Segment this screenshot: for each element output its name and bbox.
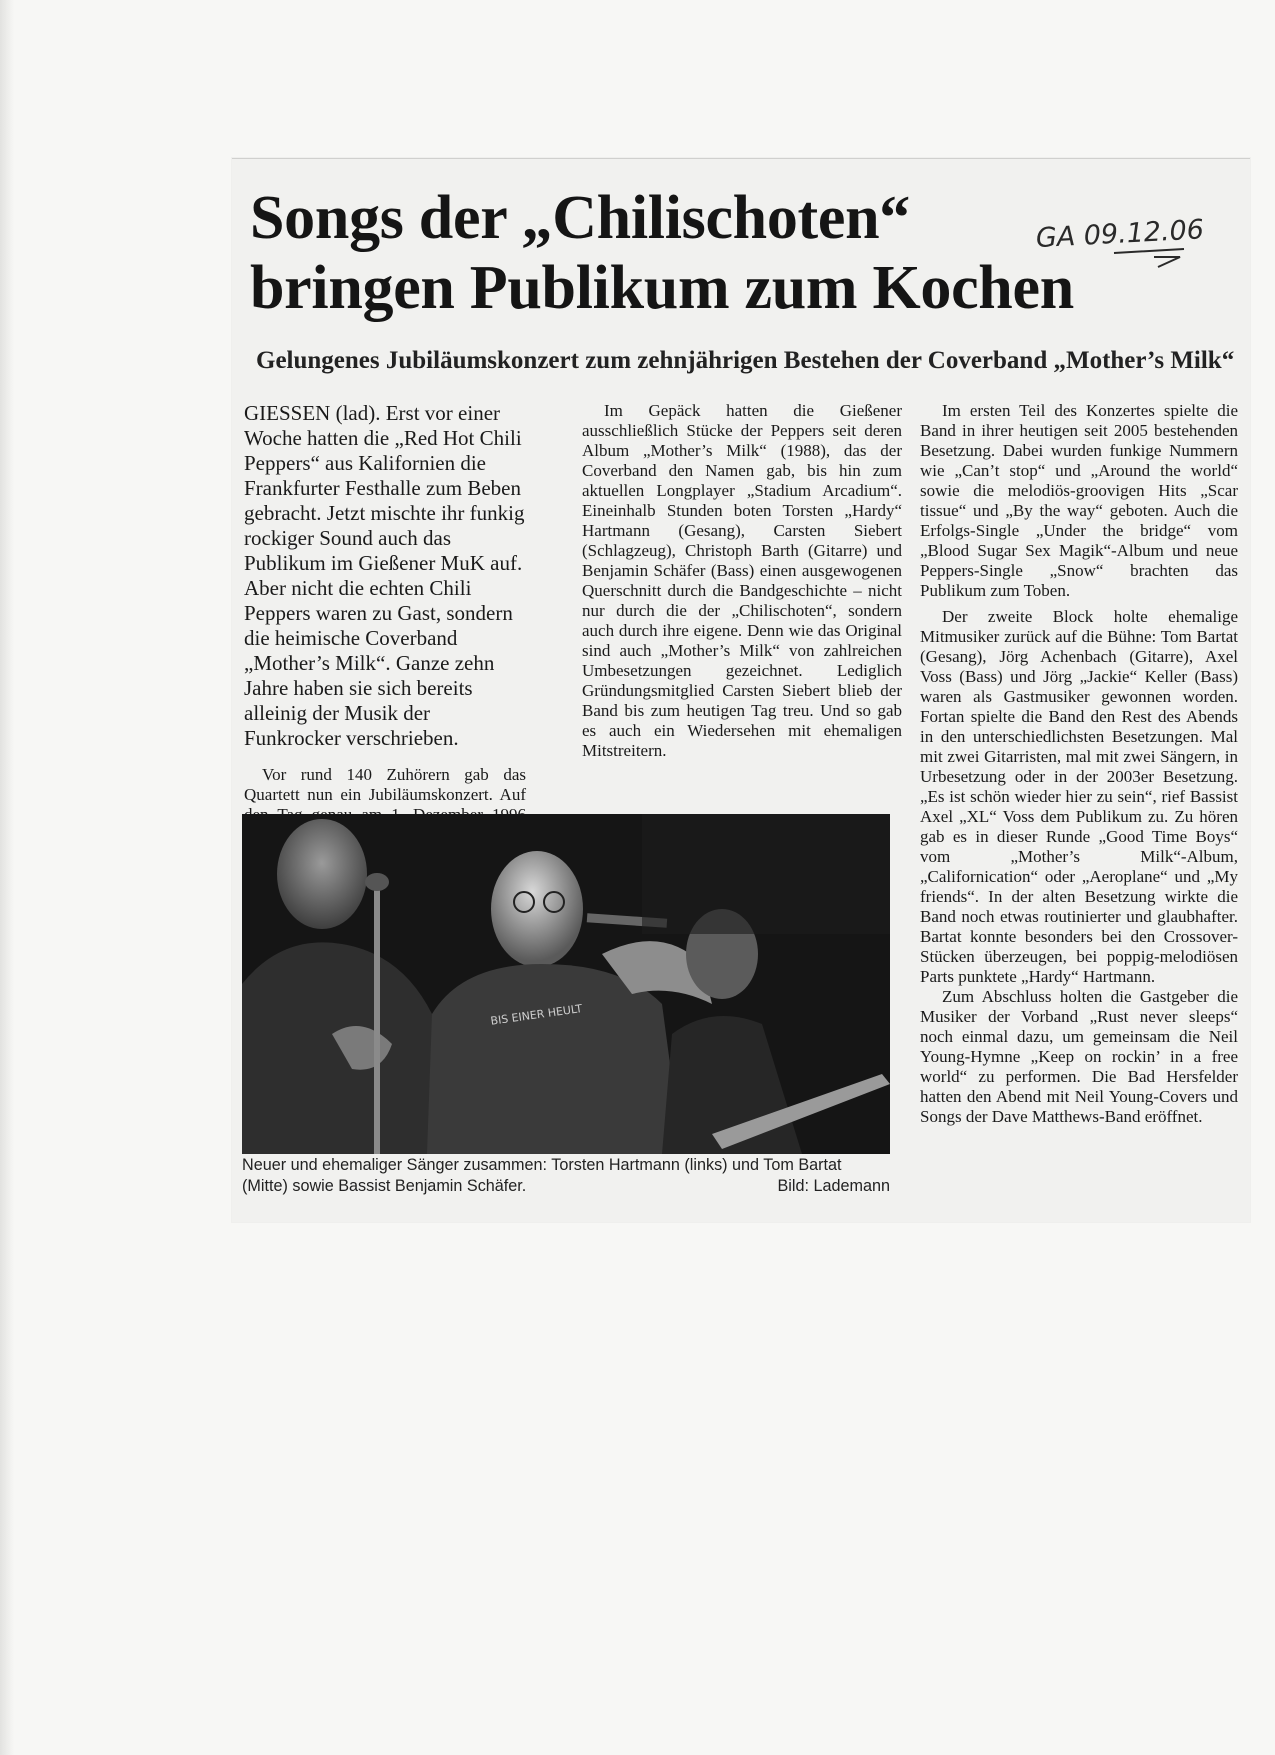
photo-credit: Bild: Lademann (777, 1177, 890, 1195)
headline-line-1: Songs der „Chilischoten“ (250, 184, 910, 252)
body-paragraph: Im ersten Teil des Konzertes spielte die Band in ihrer heutigen seit 2005 bestehenden Besetzung. Dabei wurden funkige Nummern wie „Can’t stop“ und „Around the world“ sowie die melodiös-groovigen Hits „Scar tissue“ und „By the way“ geboten. Auch die Erfolgs-Single „Under the bridge“ vom „Blood Sugar Sex Magik“-Album und neue Peppers-Single „Snow“ brachten das Publikum zum Toben. (920, 401, 1238, 600)
body-paragraph: Im Gepäck hatten die Gießener ausschließlich Stücke der Peppers seit deren Album „Mother’s Milk“ (1988), das der Coverband den Namen gab, bis hin zum aktuellen Longplayer „Stadium Arcadium“. Eineinhalb Stunden boten Torsten „Hardy“ Hartmann (Gesang), Carsten Siebert (Schlagzeug), Christoph Barth (Gitarre) und Benjamin Schäfer (Bass) einen ausgewogenen Querschnitt durch die Bandgeschichte – nicht nur durch die der „Chilischoten“, sondern auch durch ihre eigene. Denn wie das Original sind auch „Mother’s Milk“ von zahlreichen Umbesetzungen gezeichnet. Lediglich Gründungsmitglied Carsten Siebert blieb der Band bis zum heutigen Tag treu. Und so gab es auch ein Wiedersehen mit ehemaligen Mitstreitern. (582, 401, 902, 760)
article-column-3 (920, 401, 1238, 1127)
shirt-text: BIS EINER HEULT (489, 1002, 584, 1028)
headline-line-2: bringen Publikum zum Kochen (250, 254, 1074, 322)
body-paragraph: Zum Abschluss holten die Gastgeber die Musiker der Vorband „Rust never sleeps“ noch einmal dazu, um gemeinsam die Neil Young-Hymne „Keep on rockin’ in a free world“ zu performen. Die Bad Hersfelder hatten den Abend mit Neil Young-Covers und Songs der Dave Matthews-Band eröffnet. (920, 987, 1238, 1126)
subheadline: Gelungenes Jubiläumskonzert zum zehnjährigen Bestehen der Coverband „Mother’s Milk“ (256, 347, 1235, 374)
newspaper-clipping (232, 158, 1250, 1222)
lead-paragraph: GIESSEN (lad). Erst vor einer Woche hatten die „Red Hot Chili Peppers“ aus Kalifornien die Frankfurter Festhalle zum Beben gebracht. Jetzt mischte ihr funkig rockiger Sound auch das Publikum im Gießener MuK auf. Aber nicht die echten Chili Peppers waren zu Gast, sondern die heimische Coverband „Mother’s Milk“. Ganze zehn Jahre haben sie sich bereits alleinig der Musik der Funkrocker verschrieben. (244, 401, 525, 750)
handwritten-date-text: GA 09.12.06 (1035, 214, 1205, 255)
caption-text: Neuer und ehemaliger Sänger zusammen: Torsten Hartmann (links) und Tom Bartat (Mitte) sowie Bassist Benjamin Schäfer. (242, 1156, 842, 1195)
photo-caption (242, 1155, 890, 1197)
handwritten-date-note (1034, 209, 1214, 269)
body-paragraph: Der zweite Block holte ehemalige Mitmusiker zurück auf die Bühne: Tom Bartat (Gesang), Jörg Achenbach (Gitarre), Axel Voss (Bass) und Jörg „Jackie“ Keller (Bass) waren als Gastmusiker gewonnen worden. Fortan spielte die Band den Rest des Abends in den unterschiedlichsten Besetzungen. Mal mit zwei Gitarristen, mal mit zwei Sängern, in Urbesetzung oder in der 2003er Besetzung. „Es ist schön wieder hier zu sein“, rief Bassist Axel „XL“ Voss dem Publikum zu. Zu hören gab es in dieser Runde „Good Time Boys“ vom „Mother’s Milk“-Album, „Californication“ oder „Aeroplane“ und „My friends“. In der alten Besetzung wirkte die Band noch etwas routinierter und glaubhafter. Bartat konnte besonders bei den Crossover-Stücken überzeugen, bei poppig-melodiösen Parts punktete „Hardy“ Hartmann. (920, 607, 1238, 986)
concert-photo (242, 814, 890, 1154)
article-column-1 (244, 401, 526, 885)
body-paragraph: Vor rund 140 Zuhörern gab das Quartett nun ein Jubiläumskonzert. Auf (244, 765, 526, 804)
scan-edge-shadow (0, 0, 14, 1755)
concert-photo-illustration (242, 814, 890, 1154)
article-column-2 (582, 401, 902, 761)
